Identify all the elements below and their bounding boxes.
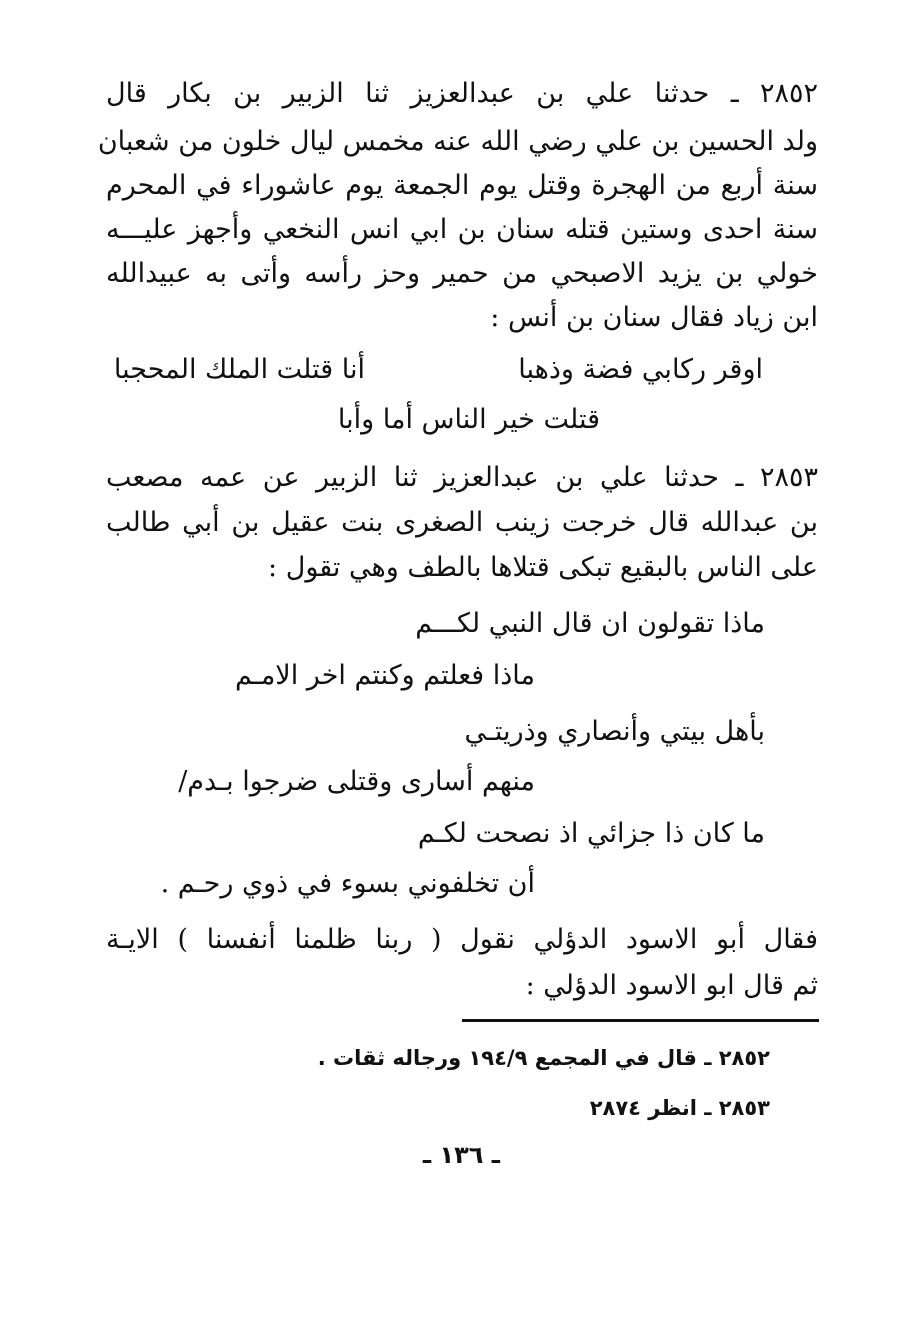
paragraph-2852-line-6: ابن زياد فقال سنان بن أنس :	[490, 302, 818, 333]
poem-2-verse-4: منهم أسارى وقتلى ضرجوا بـدم/	[178, 766, 535, 797]
paragraph-2853-line-2: بن عبدالله قال خرجت زينب الصغرى بنت عقيل بن أبي طالب	[106, 507, 818, 538]
paragraph-2852-line-1: ٢٨٥٢ ـ حدثنا علي بن عبدالعزيز ثنا الزبير بن بكار قال	[106, 78, 818, 109]
poem-2-verse-1: ماذا تقولون ان قال النبي لكـــم	[415, 608, 765, 639]
paragraph-final-line-2: ثم قال ابو الاسود الدؤلي :	[525, 970, 818, 1001]
poem-2-verse-6: أن تخلفوني بسوء في ذوي رحـم .	[160, 868, 535, 899]
poem-2-verse-2: ماذا فعلتم وكنتم اخر الامـم	[234, 660, 535, 691]
poem-2-verse-3: بأهل بيتي وأنصاري وذريتـي	[464, 716, 765, 747]
poem-1-line-2: قتلت خير الناس أما وأبا	[337, 404, 600, 435]
paragraph-2853-line-3: على الناس بالبقيع تبكى قتلاها بالطف وهي تقول :	[268, 552, 818, 583]
paragraph-2852-line-4: سنة احدى وستين قتله سنان بن ابي انس النخعي وأجهز عليـــه	[106, 214, 818, 245]
poem-1-hemistich-left: اوقر ركابي فضة وذهبا	[518, 354, 763, 385]
paragraph-final-line-1: فقال أبو الاسود الدؤلي نقول ( ربنا ظلمنا أنفسنا ) الايـة	[106, 924, 818, 955]
paragraph-2852-line-3: سنة أربع من الهجرة وقتل يوم الجمعة يوم عاشوراء في المحرم	[106, 170, 818, 201]
paragraph-2852-line-5: خولي بن يزيد الاصبحي من حمير وحز رأسه وأتى به عبيدالله	[106, 258, 818, 289]
poem-1-hemistich-right: أنا قتلت الملك المحجبا	[113, 354, 365, 385]
footnote-2852: ٢٨٥٢ ـ قال في المجمع ١٩٤/٩ ورجاله ثقات .	[317, 1046, 770, 1070]
page-number: ـ ١٣٦ ـ	[422, 1141, 500, 1169]
footnote-2853: ٢٨٥٣ ـ انظر ٢٨٧٤	[589, 1096, 770, 1120]
paragraph-2853-line-1: ٢٨٥٣ ـ حدثنا علي بن عبدالعزيز ثنا الزبير عن عمه مصعب	[106, 462, 818, 493]
paragraph-2852-line-2: ولد الحسين بن علي رضي الله عنه مخمس ليال خلون من شعبان	[97, 126, 818, 157]
footnote-separator	[462, 1019, 819, 1022]
poem-2-verse-5: ما كان ذا جزائي اذ نصحت لكـم	[417, 818, 765, 849]
